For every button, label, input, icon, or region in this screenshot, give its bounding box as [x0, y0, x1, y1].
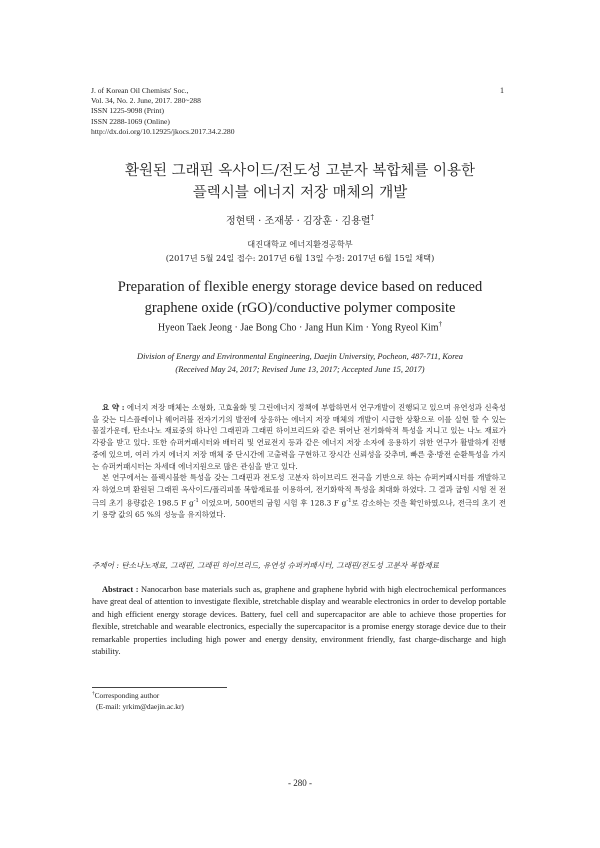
header-page-number: 1 [500, 86, 504, 95]
footnote-corresponding: Corresponding author [94, 691, 160, 701]
korean-title [80, 160, 520, 204]
korean-abstract-para1 [92, 402, 506, 472]
footnote-email: (E-mail: yrkim@daejin.ac.kr) [96, 702, 184, 712]
korean-abstract-text2b: 이었으며, 500번의 굽힘 시험 후 128.3 F g [198, 498, 347, 508]
english-abstract [92, 584, 506, 658]
korean-abstract [92, 402, 506, 521]
english-title-line2: graphene oxide (rGO)/conductive polymer composite [144, 300, 456, 316]
issn-print: ISSN 1225-9098 (Print) [91, 106, 164, 116]
footnote-mark: † [92, 691, 95, 697]
english-dates: (Received May 24, 2017; Revised June 13, 2017; Accepted June 15, 2017) [175, 365, 425, 374]
english-authors [80, 320, 520, 333]
unit-exponent: -1 [346, 497, 352, 504]
korean-abstract-label: 요 약 : [102, 403, 125, 412]
korean-abstract-para2 [92, 472, 506, 520]
english-affiliation: Division of Energy and Environmental Engineering, Daejin University, Pocheon, 487-711, Korea [137, 352, 463, 361]
english-abstract-label: Abstract : [102, 585, 139, 594]
korean-keywords: 주제어 : 탄소나노재료, 그래핀, 그래핀 하이브리드, 유연성 슈퍼커패시터, 그래핀/전도성 고분자 복합재료 [92, 561, 439, 570]
korean-title-line1: 환원된 그래핀 옥사이드/전도성 고분자 복합체를 이용한 [124, 163, 476, 179]
journal-meta [91, 86, 235, 137]
korean-abstract-text1: 에너지 저장 매체는 소형화, 고효율화 및 그린에너지 정책에 부합하면서 연구개발이 진행되고 있으며 유연성과 신축성을 갖는 디스플레이나 웨어러블 전자기기의 발전에 상응하는 에너지 저장 매체의 개발이 시급한 상황으로 이를 실현 할 수 있는 물질가운데, 탄소나노 재료중의 하나인 그래핀과 그래핀 하이브리드와 같은 뛰어난 전기화학적 특성을 지니고 있는 나노 재료가 각광을 받고 있다. 또한 슈퍼커패시터와 배터리 및 연료전지 등과 같은 에너지 저장 소자에 응용하기 위한 연구가 활발하게 진행 중에 있으며, 여러 가지 에너지 저장 매체 중 단시간에 고출력을 구현하고 장시간 신뢰성을 갖추며, 빠른 충·방전 순환특성을 가지는 슈퍼커패시터는 차세대 에너지원으로 많은 관심을 받고 있다. [92, 403, 506, 471]
korean-affiliation-block [80, 238, 520, 265]
korean-abstract-text2c: 로 감소하는 것을 확인하였으나, 전극의 초기 전기 용량 값의 65 %의 성능을 유지하였다. [92, 498, 507, 519]
journal-name: J. of Korean Oil Chemists' Soc., [91, 86, 189, 95]
english-corresponding-mark: † [438, 320, 443, 328]
korean-affiliation: 대진대학교 에너지환경공학부 [247, 239, 353, 249]
korean-author-list: 정현택 · 조재봉 · 김장훈 · 김용렬 [225, 216, 371, 227]
unit-exponent: -1 [193, 497, 199, 504]
english-affiliation-block [60, 350, 540, 376]
korean-authors [80, 212, 520, 227]
footnote-line1 [92, 691, 159, 700]
issn-online: ISSN 2288-1069 (Online) [91, 116, 170, 126]
footer-page-number: - 280 - [288, 778, 312, 788]
doi-link[interactable]: http://dx.doi.org/10.12925/jkocs.2017.34.2.280 [91, 126, 235, 136]
english-title-line1: Preparation of flexible energy storage device based on reduced [117, 279, 483, 295]
korean-abstract-text2a: 본 연구에서는 플렉시블한 특성을 갖는 그래핀과 전도성 고분자 하이브리드 전극을 기반으로 하는 슈퍼커패시터를 개발하고자 하였으며 환원된 그래핀 옥사이드/폴리피롤 복합재료를 이용하여, 전기화학적 특성을 최대화 하였다. 그 결과 굽힘 시험 전 전극의 초기 용량값은 198.5 F g [92, 473, 506, 508]
korean-title-line2: 플렉시블 에너지 저장 매체의 개발 [192, 185, 408, 201]
english-abstract-para [92, 584, 506, 658]
english-abstract-text: Nanocarbon base materials such as, graphene and graphene hybrid with high electrochemical performances have great deal of attention to investigate flexible, stretchable display and wearable electronics in order to develop portable and high efficient energy storage devices. Battery, fuel cell and supercapacitor are able to achieve those properties for flexible, stretchable and wearable electronics, especially the supercapacitor is a promise energy storage device due to their remarkable properties including high power and energy density, environment friendly, fast charge-discharge and high stability. [92, 585, 506, 657]
footnote-divider [92, 687, 227, 688]
journal-volume: Vol. 34, No. 2. June, 2017. 280~288 [91, 96, 201, 106]
corresponding-mark: † [370, 213, 375, 222]
english-title [80, 277, 520, 319]
footnote [92, 689, 184, 712]
korean-dates: (2017년 5월 24일 접수: 2017년 6월 13일 수정: 2017년 6월 15일 채택) [165, 252, 435, 263]
english-author-list: Hyeon Taek Jeong · Jae Bong Cho · Jang Hun Kim · Yong Ryeol Kim [157, 322, 439, 334]
